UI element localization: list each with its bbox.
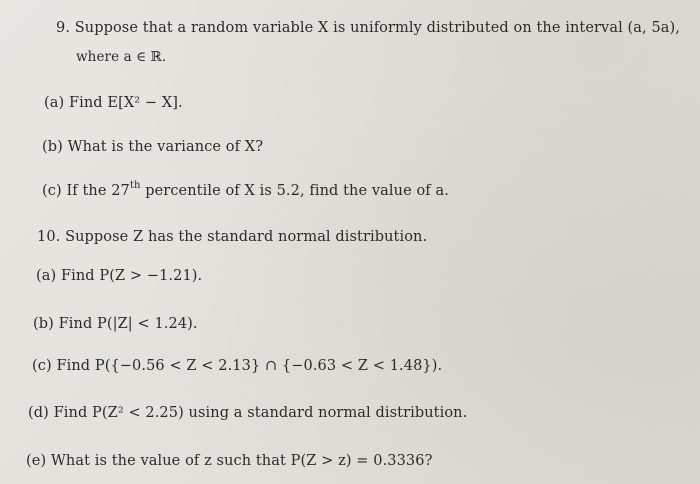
problem-9a: (a) Find E[X² − X]. [44,95,183,111]
problem-10b: (b) Find P(|Z| < 1.24). [33,316,198,332]
problem-10c: (c) Find P({−0.56 < Z < 2.13} ∩ {−0.63 < Z < 1.48}). [32,358,443,374]
problem-9-stem-line-2: where a ∈ ℝ. [76,49,167,65]
problem-9-stem-line-1: 9. Suppose that a random variable X is uniformly distributed on the interval (a, 5a), [56,20,680,36]
problem-9c-suffix: percentile of X is 5.2, find the value of a. [140,182,449,199]
problem-10d: (d) Find P(Z² < 2.25) using a standard normal distribution. [28,405,468,421]
problem-9c-prefix: (c) If the 27 [42,182,130,199]
problem-10-stem: 10. Suppose Z has the standard normal distribution. [37,229,428,245]
problem-9c [42,181,449,199]
problem-10a: (a) Find P(Z > −1.21). [36,268,203,284]
problem-9c-ordinal: th [129,180,141,191]
problem-10e: (e) What is the value of z such that P(Z > z) = 0.3336? [26,453,433,469]
problem-9b: (b) What is the variance of X? [42,139,264,155]
